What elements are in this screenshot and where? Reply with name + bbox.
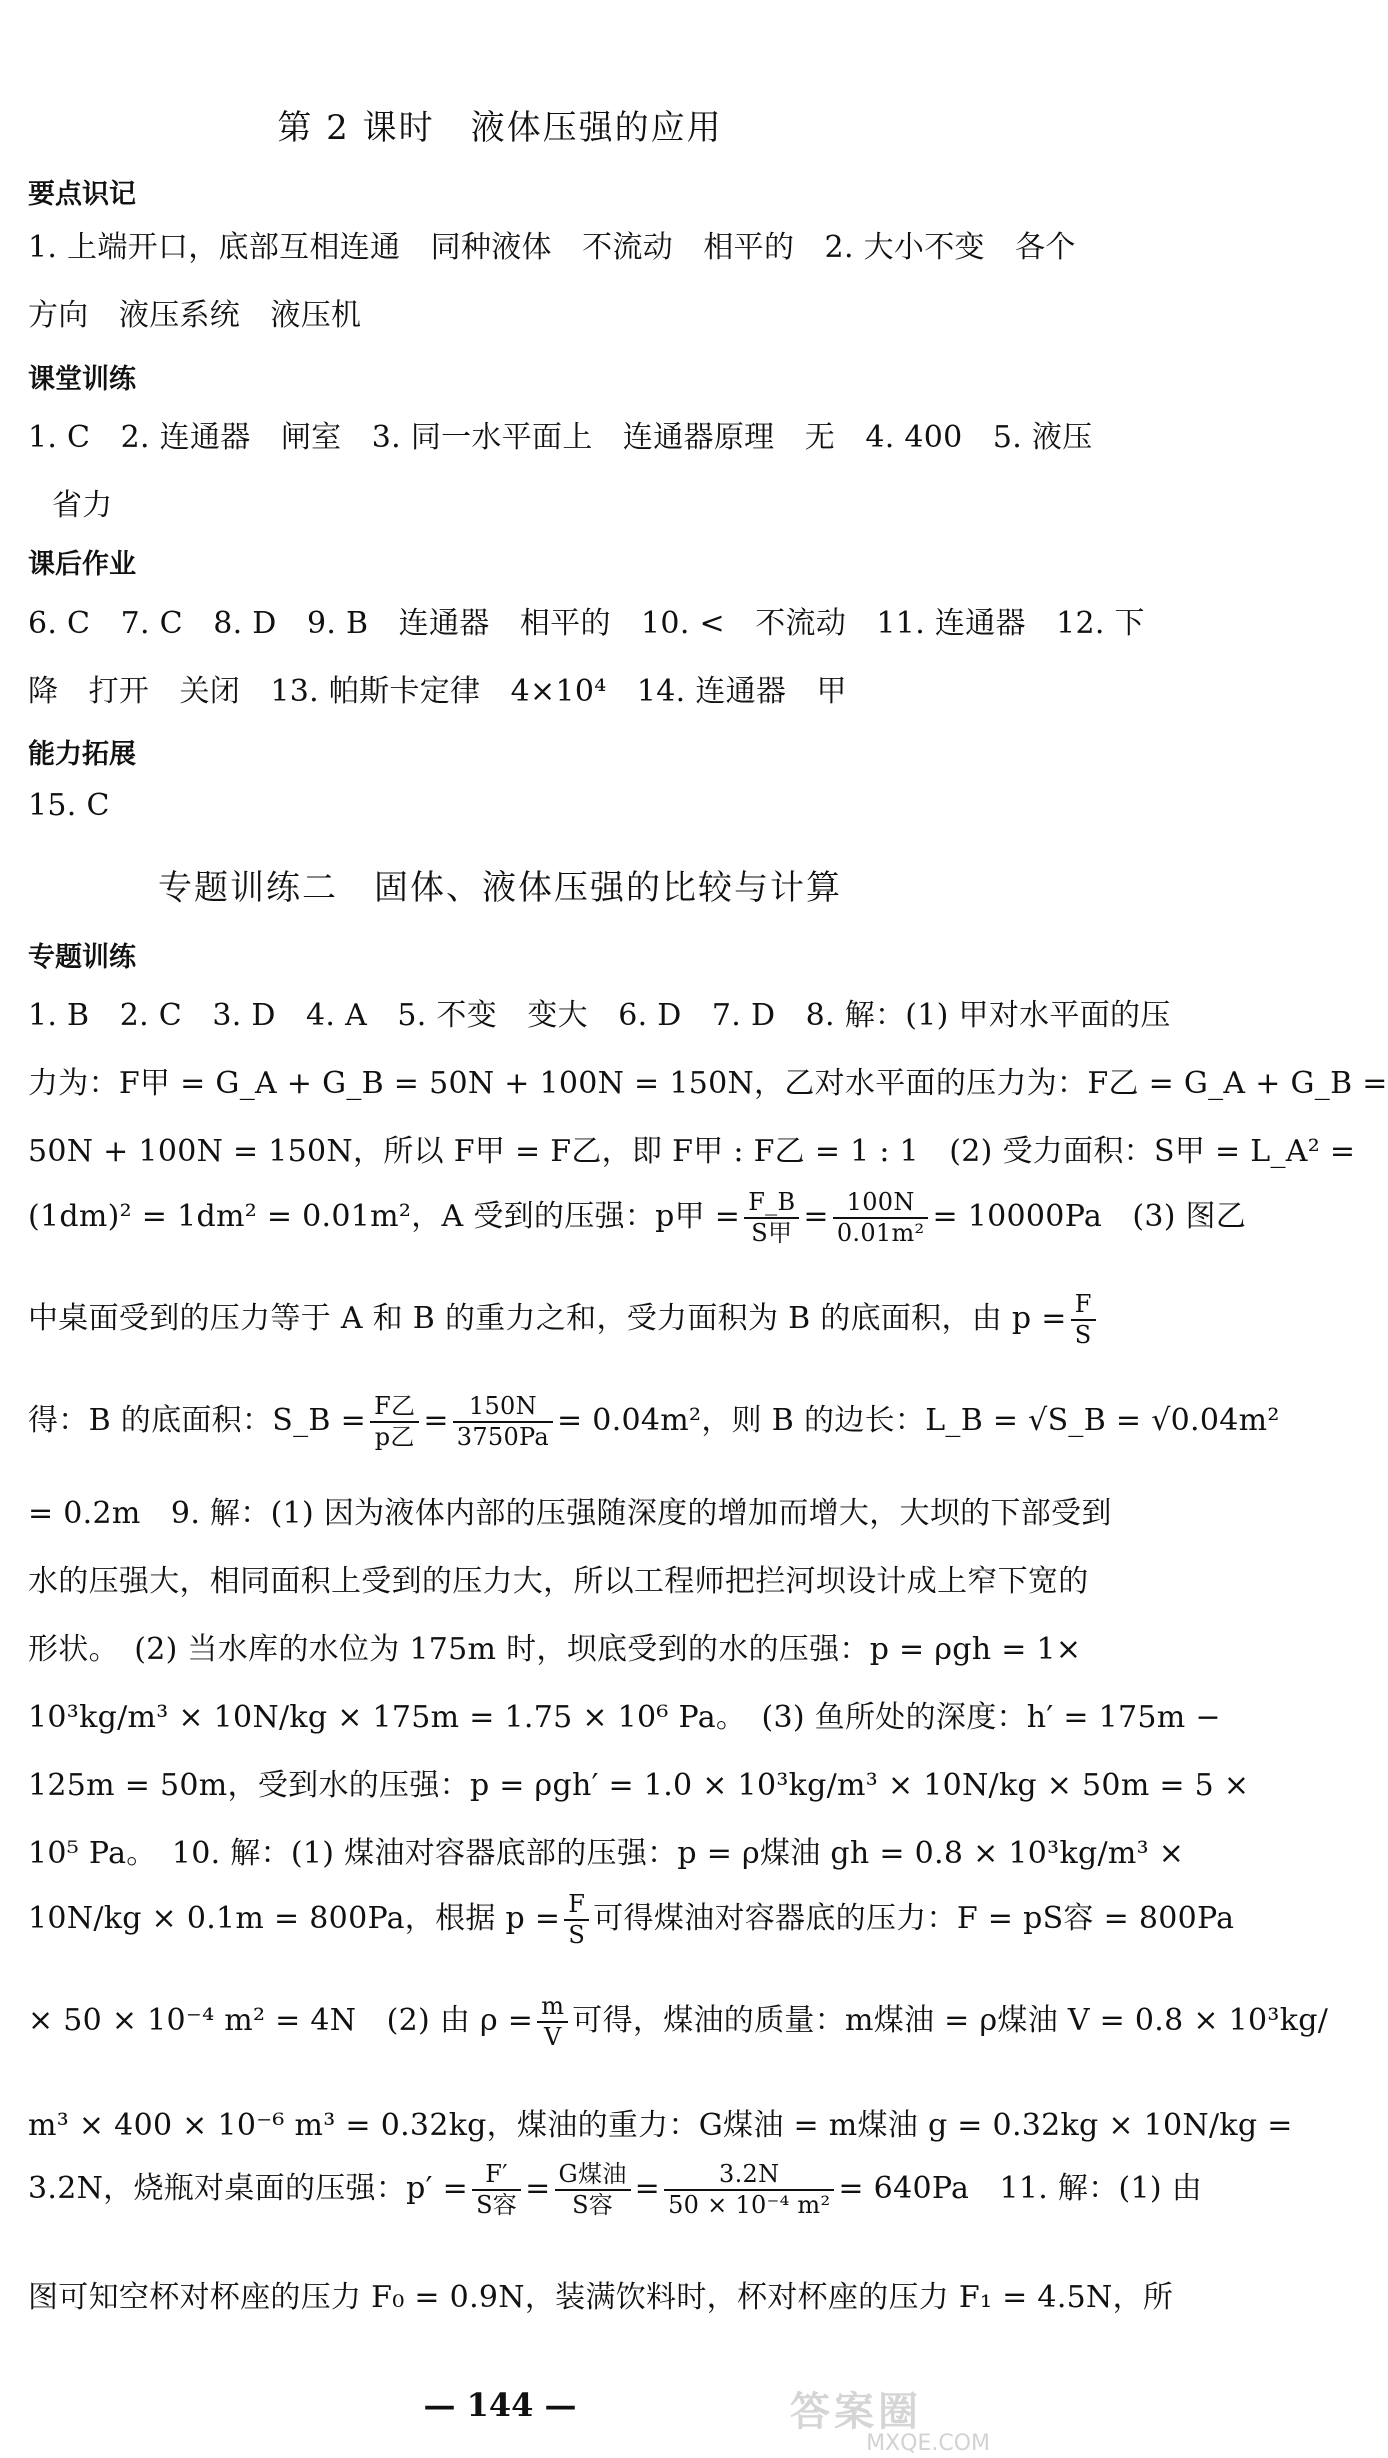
- text-line: 降 打开 关闭 13. 帕斯卡定律 4×10⁴ 14. 连通器 甲: [28, 674, 847, 709]
- formula-line: 中桌面受到的压力等于 A 和 B 的重力之和，受力面积为 B 的底面积，由 p = $\frac{F}{S}$: [28, 1290, 972, 1350]
- fraction: $\frac{F'}{\text{S容}}$: [472, 2160, 521, 2220]
- watermark-logo-text: 答案圈: [790, 2389, 922, 2435]
- heading-homework: 课后作业: [28, 549, 136, 580]
- fraction: $\frac{F\_B}{\text{S甲}}$: [744, 1188, 799, 1248]
- text-line: 水的压强大，相同面积上受到的压力大，所以工程师把拦河坝设计成上窄下宽的: [28, 1564, 1089, 1599]
- text-line: m³ × 400 × 10⁻⁶ m³ = 0.32kg，煤油的重力：G煤油 = m煤油 g = 0.32kg × 10N/kg =: [28, 2108, 1293, 2143]
- text-line: 15. C: [28, 788, 110, 823]
- fraction: $\frac{3.2N}{\text{50 × 10⁻⁴ m²}}$: [664, 2160, 834, 2220]
- fraction: $\frac{m}{V}$: [537, 1992, 568, 2052]
- text-line: 6. C 7. C 8. D 9. B 连通器 相平的 10. < 不流动 11. 连通器 12. 下: [28, 606, 1145, 641]
- fraction: $\frac{\text{F乙}}{\text{p乙}}$: [370, 1392, 419, 1452]
- text-line: 省力: [52, 488, 113, 523]
- text-line: 图可知空杯对杯座的压力 F₀ = 0.9N，装满饮料时，杯对杯座的压力 F₁ = 4.5N，所: [28, 2280, 1174, 2315]
- lesson-title: 第 2 课时 液体压强的应用: [277, 108, 723, 148]
- text-line: 1. B 2. C 3. D 4. A 5. 不变 变大 6. D 7. D 8. 解：(1) 甲对水平面的压: [28, 998, 1171, 1033]
- topic-title: 专题训练二 固体、液体压强的比较与计算: [158, 868, 842, 908]
- formula-line: 3.2N，烧瓶对桌面的压强：p′ = $\frac{F'}{\text{S容}}$ = $\frac{\text{G煤油}}{\text{S容}}$ = $\frac{3.2N}{\text{50 × 10⁻⁴ m²}}$ = 640Pa 11. 解：(1) 由: [28, 2160, 1203, 2219]
- formula-line: 得：B 的底面积：S_B = $\frac{\text{F乙}}{\text{p乙}}$ = $\frac{150N}{3750Pa}$ = 0.04m²，则 B 的边长：L_B = √S_B = √0.04m²: [28, 1392, 1280, 1451]
- heading-key-points: 要点识记: [28, 179, 136, 210]
- text-line: 方向 液压系统 液压机: [28, 298, 362, 333]
- text-line: 形状。 (2) 当水库的水位为 175m 时，坝底受到的水的压强：p = ρgh = 1×: [28, 1632, 1082, 1667]
- page-number: — 144 —: [423, 2386, 577, 2424]
- text-line: 125m = 50m，受到水的压强：p = ρgh′ = 1.0 × 10³kg/m³ × 10N/kg × 50m = 5 ×: [28, 1768, 1250, 1803]
- text-line: 力为：F甲 = G_A + G_B = 50N + 100N = 150N，乙对水平面的压力为：F乙 = G_A + G_B =: [28, 1066, 1388, 1101]
- fraction: $\frac{150N}{3750Pa}$: [453, 1392, 553, 1452]
- text-line: 1. C 2. 连通器 闸室 3. 同一水平面上 连通器原理 无 4. 400 5. 液压: [28, 420, 1093, 455]
- formula-line: 10N/kg × 0.1m = 800Pa，根据 p = $\frac{F}{S}$ 可得煤油对容器底的压力：F = pS容 = 800Pa: [28, 1890, 1235, 1949]
- formula-line: × 50 × 10⁻⁴ m² = 4N (2) 由 ρ = $\frac{m}{V}$ 可得，煤油的质量：m煤油 = ρ煤油 V = 0.8 × 10³kg/: [28, 1992, 1329, 2051]
- text-line: 10³kg/m³ × 10N/kg × 175m = 1.75 × 10⁶ Pa。 (3) 鱼所处的深度：h′ = 175m −: [28, 1700, 1221, 1735]
- fraction: $\frac{\text{G煤油}}{\text{S容}}$: [555, 2160, 631, 2220]
- text-line: = 0.2m 9. 解：(1) 因为液体内部的压强随深度的增加而增大，大坝的下部受到: [28, 1496, 1112, 1531]
- formula-line: (1dm)² = 1dm² = 0.01m²，A 受到的压强：p甲 = $\frac{F\_B}{\text{S甲}}$ = $\frac{100N}{\text{0.01m²}}$ = 10000Pa (3) 图乙: [28, 1188, 1247, 1247]
- heading-topic-training: 专题训练: [28, 942, 136, 973]
- watermark-logo: [790, 2380, 990, 2456]
- fraction: $\frac{F}{S}$: [564, 1890, 589, 1950]
- watermark-url: MXQE.COM: [866, 2431, 990, 2456]
- text-line: 10⁵ Pa。 10. 解：(1) 煤油对容器底部的压强：p = ρ煤油 gh = 0.8 × 10³kg/m³ ×: [28, 1836, 1185, 1871]
- text-line: 1. 上端开口，底部互相连通 同种液体 不流动 相平的 2. 大小不变 各个: [28, 230, 1076, 265]
- fraction: $\frac{F}{S}$: [1071, 1290, 1096, 1350]
- fraction: $\frac{100N}{\text{0.01m²}}$: [833, 1188, 929, 1248]
- text-line: 50N + 100N = 150N，所以 F甲 = F乙，即 F甲 : F乙 = 1 : 1 (2) 受力面积：S甲 = L_A² =: [28, 1134, 1356, 1169]
- heading-extension: 能力拓展: [28, 739, 136, 770]
- heading-class-training: 课堂训练: [28, 364, 136, 395]
